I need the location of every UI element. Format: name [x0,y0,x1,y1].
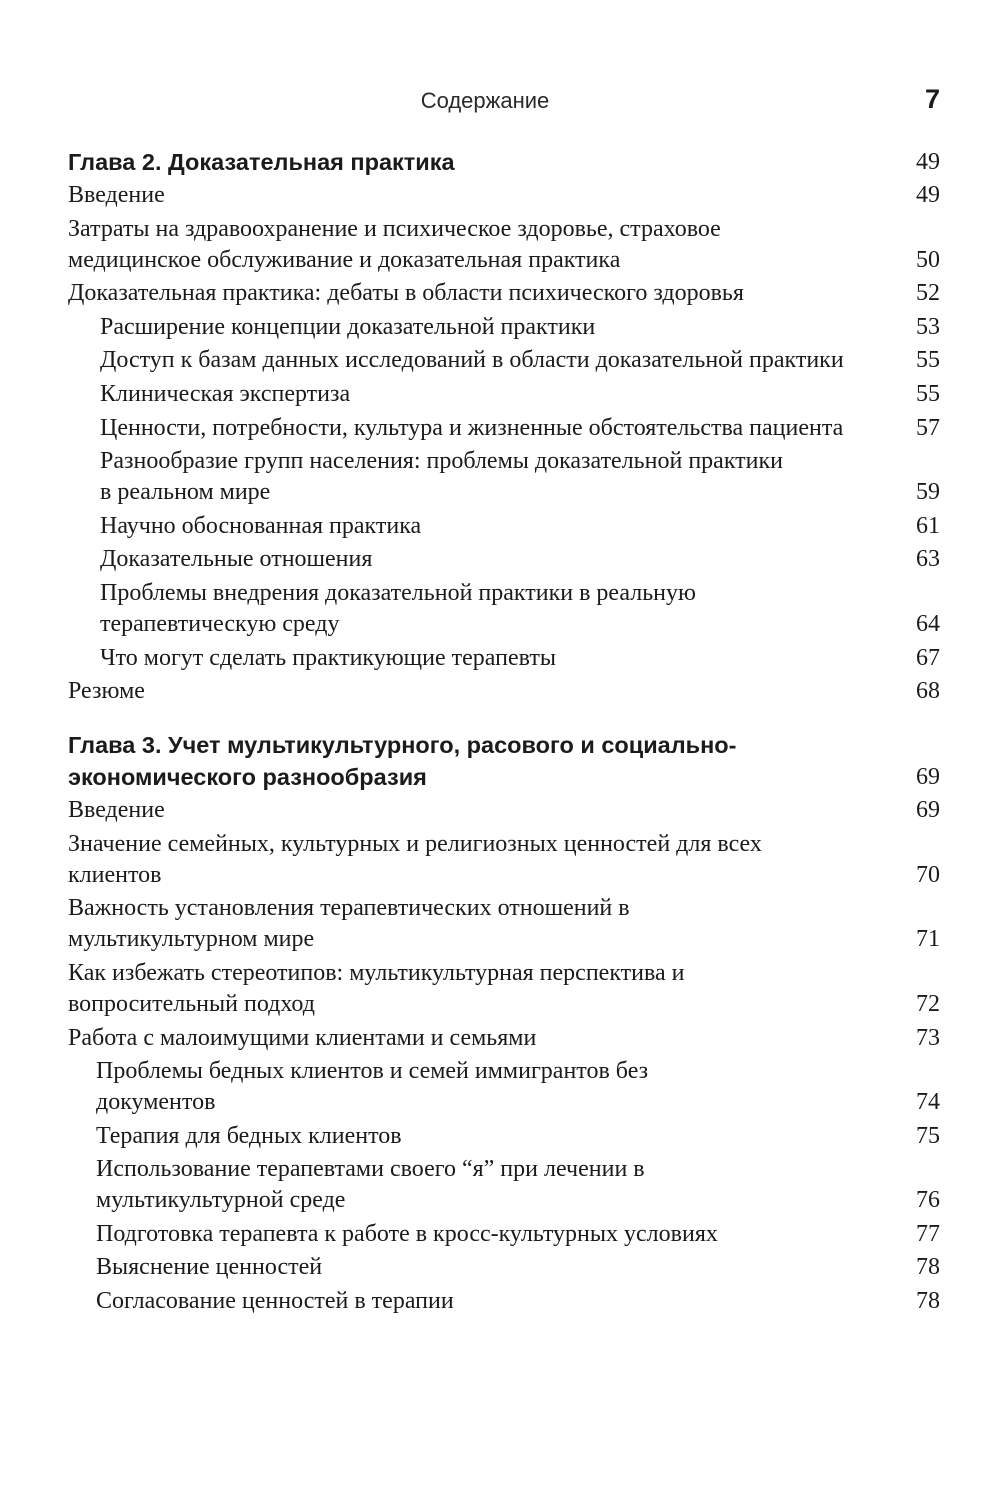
entry-title: Доступ к базам данных исследований в области доказательной практики [100,347,844,374]
entry-title: Расширение концепции доказательной практики [100,313,596,340]
entry-page: 52 [916,280,940,307]
toc-entry[interactable] [68,214,940,276]
entry-title: Разнообразие групп населения: проблемы доказательной практики в реальном мире [100,448,783,506]
entry-page: 55 [916,380,940,407]
entry-page: 73 [916,1024,940,1051]
running-head [0,84,1000,118]
toc-subentry[interactable] [68,1252,940,1283]
entry-title: Проблемы внедрения доказательной практики в реальную терапевтическую среду [100,579,696,637]
entry-title: Значение семейных, культурных и религиозных ценностей для всех клиентов [68,830,762,888]
entry-page: 75 [916,1122,940,1149]
entry-title: Доказательная практика: дебаты в области психического здоровья [68,280,744,307]
entry-title: Важность установления терапевтических отношений в мультикультурном мире [68,895,630,953]
entry-title: Проблемы бедных клиентов и семей иммигрантов без документов [96,1058,649,1116]
entry-title: Резюме [68,678,145,705]
toc-subentry[interactable] [68,345,940,376]
entry-page: 59 [916,479,940,506]
entry-title: Выяснение ценностей [96,1254,323,1281]
toc-subentry[interactable] [68,511,940,542]
entry-title: Доказательные отношения [100,546,373,573]
chapter-title: Глава 2. Доказательная практика [68,149,455,175]
entry-page: 57 [916,414,940,441]
entry-page: 61 [916,512,940,539]
entry-page: 68 [916,678,940,705]
entry-page: 49 [916,182,940,208]
entry-page: 71 [916,926,940,953]
entry-title: Ценности, потребности, культура и жизненные обстоятельства пациента [100,414,844,441]
entry-title: Работа с малоимущими клиентами и семьями [68,1024,537,1051]
entry-page: 64 [916,610,940,637]
entry-page: 63 [916,546,940,573]
entry-page: 55 [916,347,940,374]
entry-page: 50 [916,246,940,273]
entry-page: 67 [916,644,940,671]
entry-page: 70 [916,861,940,888]
entry-page: 78 [916,1288,940,1315]
toc-entry[interactable] [68,1023,940,1054]
entry-page: 74 [916,1089,940,1116]
toc-subentry[interactable] [68,1286,940,1317]
entry-title: Введение [68,797,165,824]
toc-entry[interactable] [68,893,940,955]
toc-entry[interactable] [68,829,940,891]
entry-title: Подготовка терапевта к работе в кросс-культурных условиях [96,1220,718,1247]
chapter-page: 49 [916,149,940,175]
entry-page: 76 [916,1187,940,1214]
entry-page: 77 [916,1220,940,1247]
toc-subentry[interactable] [68,544,940,575]
toc-subentry[interactable] [68,578,940,640]
entry-title: Как избежать стереотипов: мультикультурная перспектива и вопросительный подход [68,959,685,1017]
toc-subentry[interactable] [68,1154,940,1216]
entry-page: 72 [916,990,940,1017]
toc-subentry[interactable] [68,446,940,508]
page-number: 7 [924,84,940,114]
chapter-page: 69 [916,764,940,791]
toc-subentry[interactable] [68,1056,940,1118]
toc-subentry[interactable] [68,312,940,343]
toc-subentry[interactable] [68,413,940,444]
entry-page: 78 [916,1254,940,1281]
chapter-title: Глава 3. Учет мультикультурного, расового и социально-экономического разнообразия [68,732,737,791]
entry-title: Использование терапевтами своего “я” при лечении в мультикультурной среде [96,1156,645,1214]
toc-entry[interactable] [68,676,940,707]
toc-entry[interactable] [68,795,940,826]
chapter-2-heading[interactable] [68,146,940,178]
toc-subentry[interactable] [68,643,940,674]
entry-title: Что могут сделать практикующие терапевты [100,644,556,671]
toc-entry[interactable] [68,278,940,309]
entry-page: 69 [916,797,940,824]
entry-title: Согласование ценностей в терапии [96,1288,454,1315]
chapter-3-heading[interactable] [68,729,940,793]
entry-title: Введение [68,182,165,208]
entry-title: Научно обоснованная практика [100,512,422,539]
toc-entry[interactable] [68,180,940,211]
entry-title: Терапия для бедных клиентов [96,1122,402,1149]
toc-subentry[interactable] [68,1219,940,1250]
running-title: Содержание [420,88,550,113]
entry-page: 53 [916,313,940,340]
entry-title: Клиническая экспертиза [100,380,351,407]
toc-subentry[interactable] [68,1121,940,1152]
toc-subentry[interactable] [68,379,940,410]
entry-title: Затраты на здравоохранение и психическое здоровье, страховое медицинское обслуживание и доказательная практика [68,215,721,273]
table-of-contents [68,146,940,1320]
toc-entry[interactable] [68,958,940,1020]
